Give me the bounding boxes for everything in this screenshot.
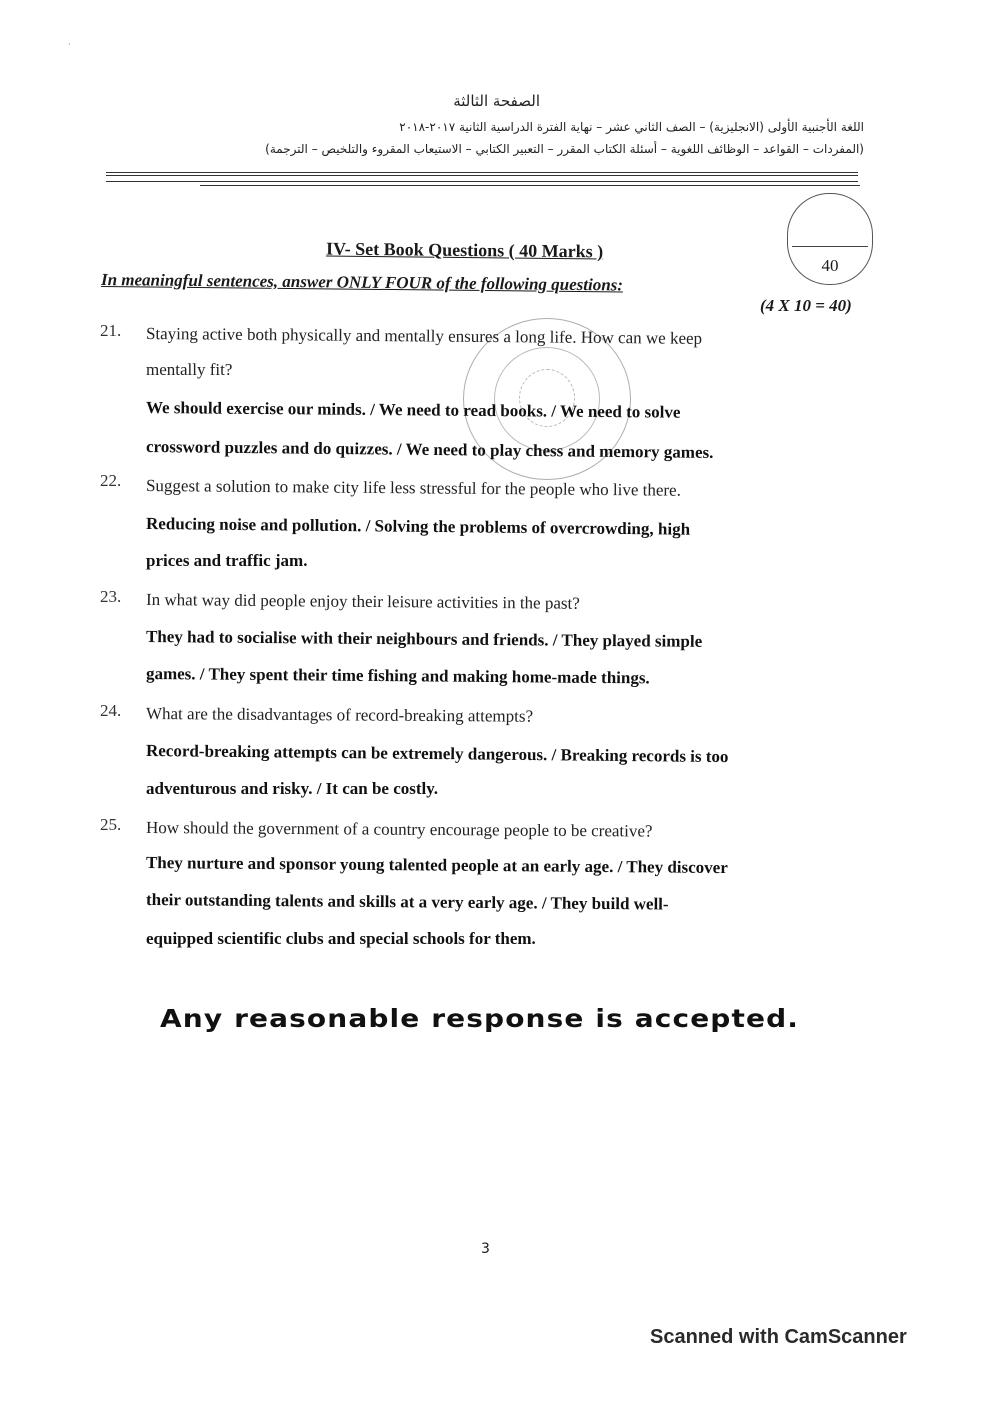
question-number: 22. (100, 471, 122, 490)
question-number: 21. (100, 321, 122, 340)
answer-text: We should exercise our minds. / We need to read books. / We need to solve (145, 398, 681, 422)
question-number: 24. (100, 701, 122, 720)
answer-text: games. / They spent their time fishing and making home-made things. (145, 664, 650, 688)
page-number: 3 (481, 1241, 490, 1257)
question-text: Suggest a solution to make city life less stressful for the people who live there. (145, 476, 681, 500)
header-rule (200, 185, 860, 186)
header-rule (106, 175, 858, 176)
header-rule (106, 181, 858, 182)
question-number: 25. (100, 815, 122, 834)
answer-text: prices and traffic jam. (146, 551, 308, 570)
exam-header-line2: (المفردات – القواعد – الوظائف اللغوية – أسئلة الكتاب المقرر – التعبير الكتابي – الاستيعاب المقروء والتلخيص – الترجمة) (265, 142, 864, 156)
scanner-watermark: Scanned with CamScanner (650, 1326, 907, 1348)
question-text: Staying active both physically and mentally ensures a long life. How can we keep (145, 324, 703, 348)
corner-mark: · (68, 40, 71, 49)
question-text: mentally fit? (146, 360, 233, 379)
question-number: 23. (100, 587, 122, 606)
marks-box-value: 40 (821, 256, 839, 275)
question-text: What are the disadvantages of record-breaking attempts? (145, 704, 534, 726)
exam-header-line1: اللغة الأجنبية الأولى (الانجليزية) – الصف الثاني عشر – نهاية الفترة الدراسية الثانية ٢٠١٧-٢٠١٨ (399, 120, 864, 134)
question-text: How should the government of a country encourage people to be creative? (145, 818, 653, 841)
answer-text: adventurous and risky. / It can be costly. (146, 779, 439, 798)
grading-note: Any reasonable response is accepted. (160, 1004, 800, 1033)
question-text: In what way did people enjoy their leisure activities in the past? (145, 590, 580, 613)
answer-text: They had to socialise with their neighbours and friends. / They played simple (145, 627, 703, 651)
instruction: In meaningful sentences, answer ONLY FOUR of the following questions: (100, 270, 624, 295)
answer-text: their outstanding talents and skills at a very early age. / They build well- (145, 890, 669, 914)
answer-text: crossword puzzles and do quizzes. / We need to play chess and memory games. (145, 437, 714, 462)
section-title: IV- Set Book Questions ( 40 Marks ) (325, 238, 604, 262)
header-rule (106, 172, 858, 173)
marks-box (787, 193, 873, 285)
answer-text: Reducing noise and pollution. / Solving the problems of overcrowding, high (145, 514, 691, 539)
marks-box-divider (792, 246, 868, 247)
answer-text: equipped scientific clubs and special schools for them. (146, 929, 536, 948)
instruction-marks: (4 X 10 = 40) (760, 296, 852, 315)
page-title-arabic: الصفحة الثالثة (453, 92, 540, 110)
answer-text: Record-breaking attempts can be extremely dangerous. / Breaking records is too (145, 741, 729, 767)
answer-text: They nurture and sponsor young talented people at an early age. / They discover (145, 853, 728, 878)
